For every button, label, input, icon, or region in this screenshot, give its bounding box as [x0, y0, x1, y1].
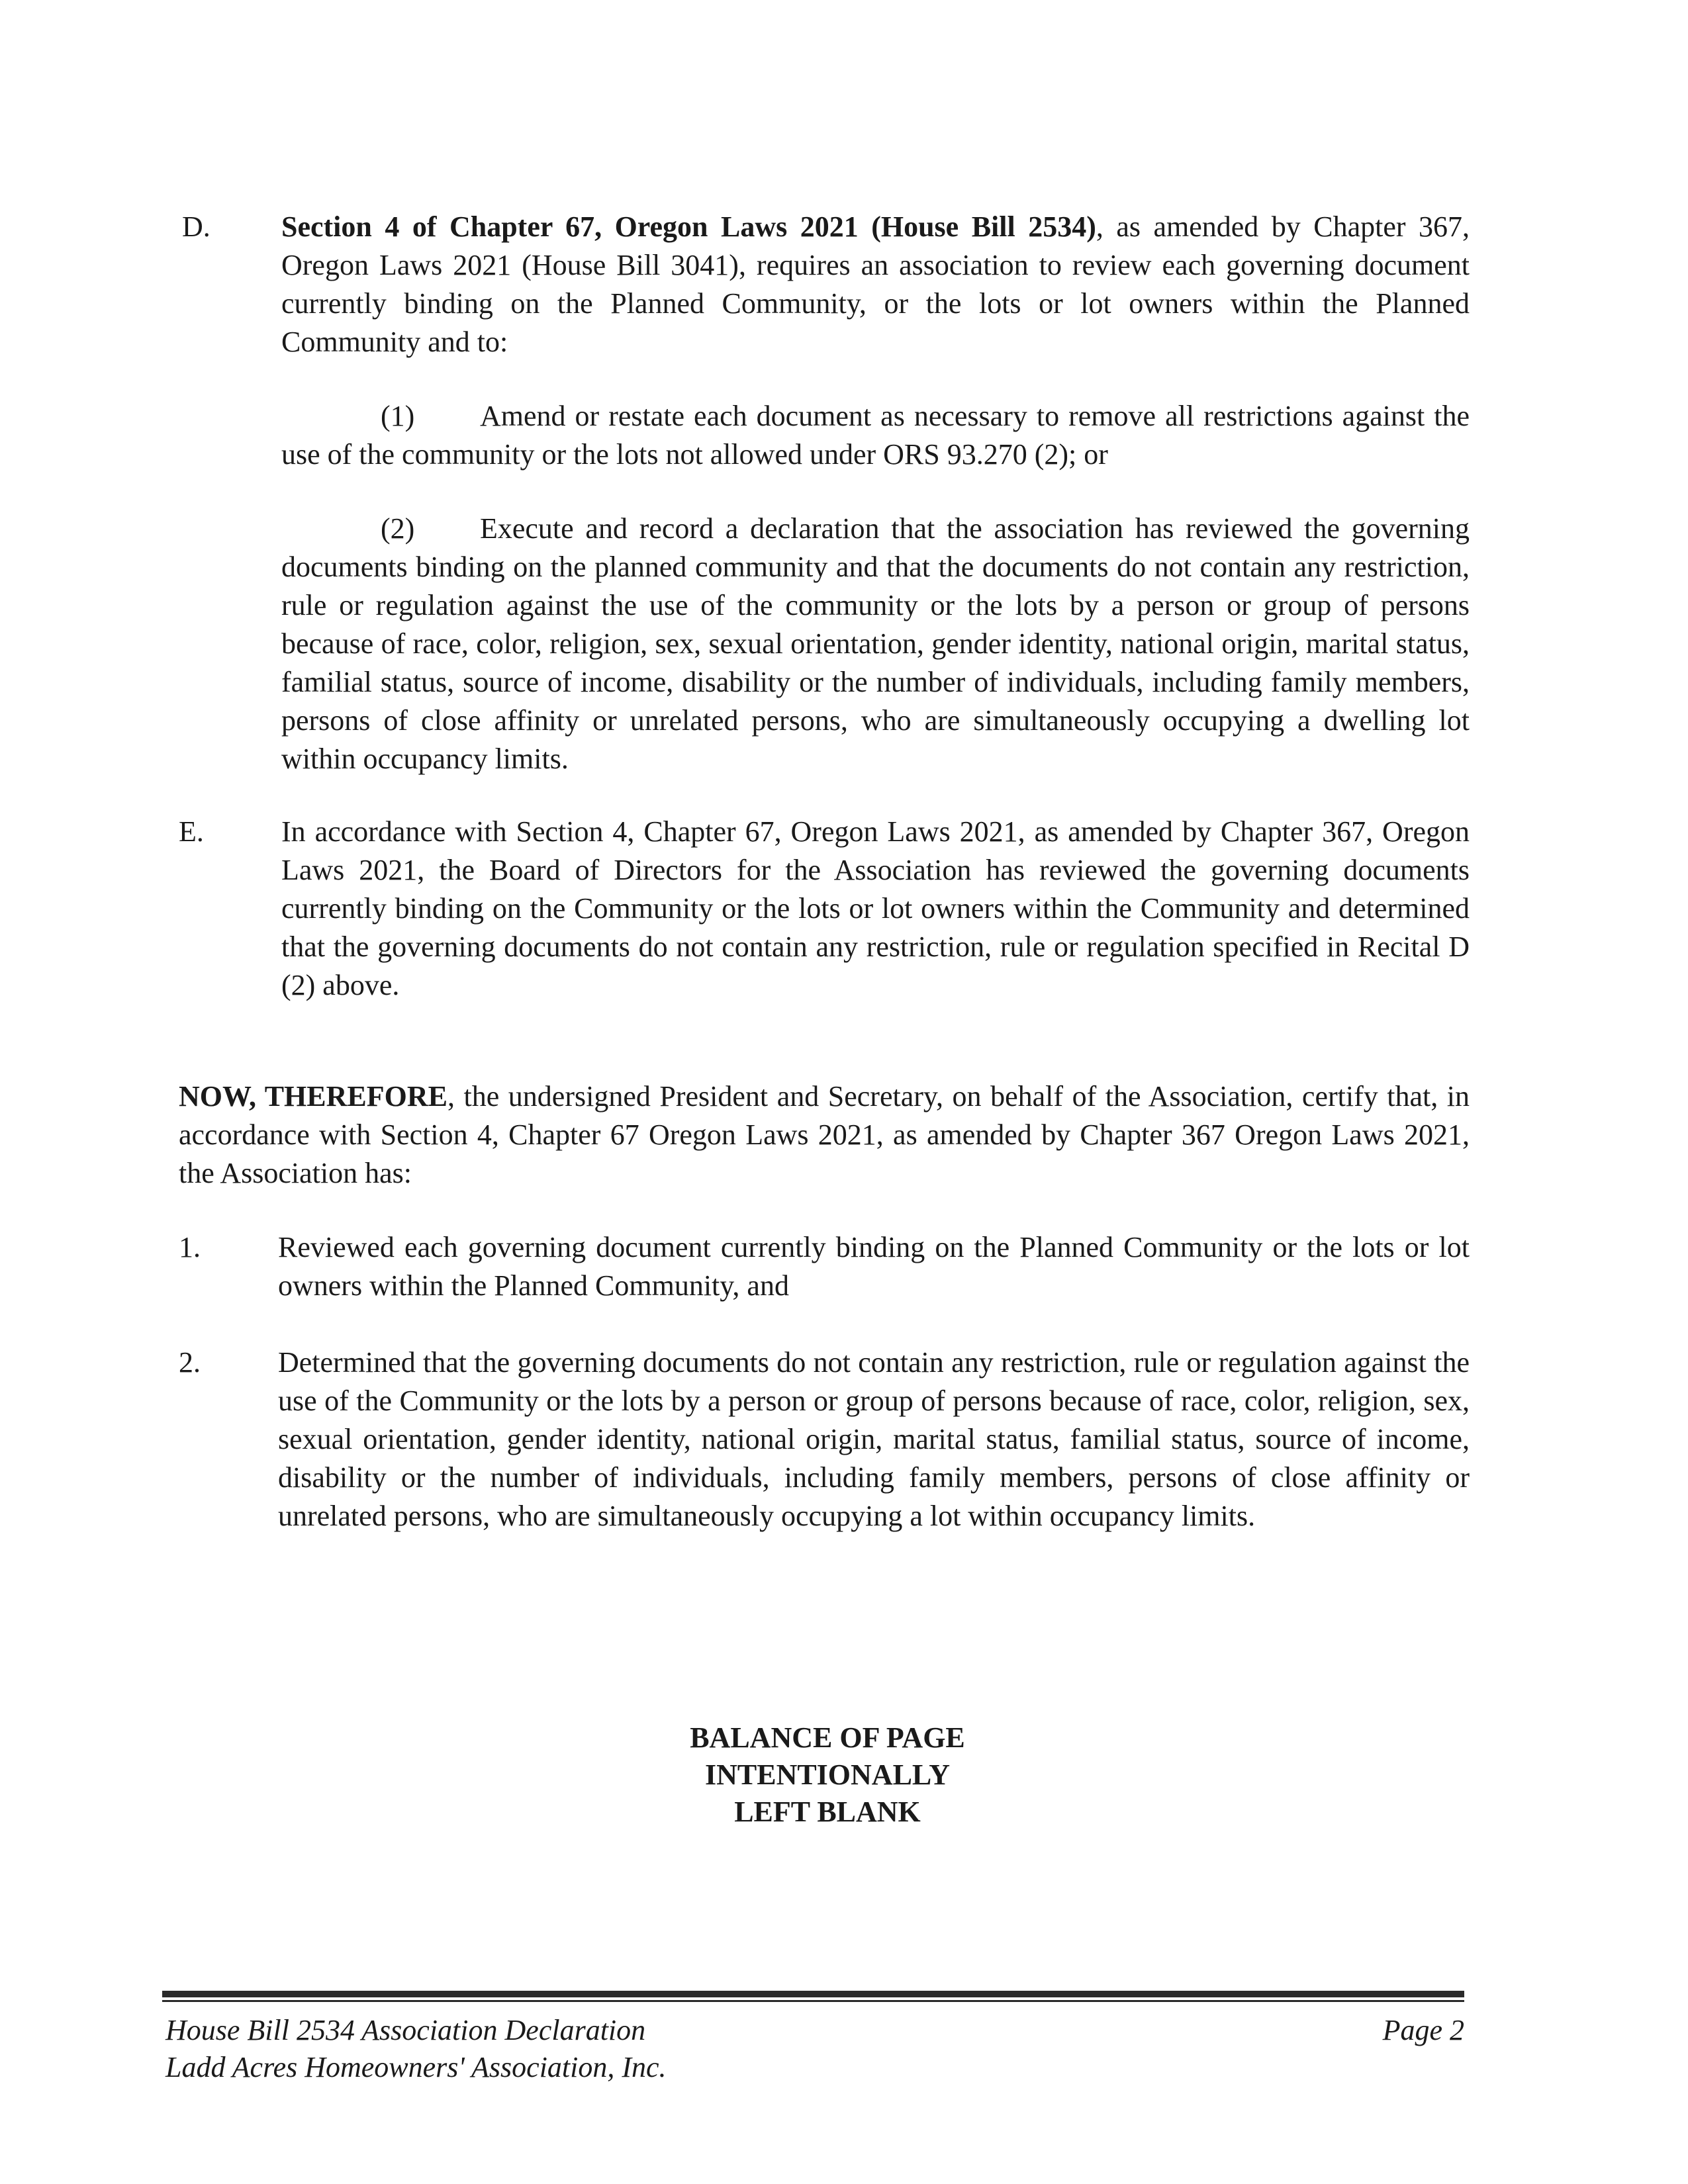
- recital-d-text: , as amended by Chapter 367, Oregon Laws 2021 (House Bill 3041), requires an association to review each governing document currently binding on the Planned Community, or the lots or lot owners within the Planned Community and to:: [281, 210, 1470, 358]
- item-2-text: Determined that the governing documents do not contain any restriction, rule or regulation against the use of the Community or the lots by a person or group of persons because of race, color, religion, sex, sexual orientation, gender identity, national origin, marital status, familial status, source of income, disability or the number of individuals, including family members, persons of close affinity or unrelated persons, who are simultaneously occupying a lot within occupancy limits.: [278, 1346, 1470, 1532]
- recital-d-sub2-text: Execute and record a declaration that the association has reviewed the governing documents binding on the planned community and that the documents do not contain any restriction, rule or regulation against the use of the community or the lots by a person or group of persons because of race, color, religion, sex, sexual orientation, gender identity, national origin, marital status, familial status, source of income, disability or the number of individuals, including family members, persons of close affinity or unrelated persons, who are simultaneously occupying a dwelling lot within occupancy limits.: [281, 512, 1470, 775]
- item-1-text: Reviewed each governing document currently binding on the Planned Community or the lots or lot owners within the Planned Community, and: [278, 1231, 1470, 1302]
- now-therefore-paragraph: [179, 1077, 1470, 1193]
- recital-d-sub2: [281, 510, 1470, 778]
- recital-e-marker: E.: [179, 815, 204, 848]
- balance-of-page-notice: [596, 1719, 1059, 1831]
- blank-notice-line-2: INTENTIONALLY: [704, 1758, 951, 1791]
- footer-title-line-2: Ladd Acres Homeowners' Association, Inc.: [165, 2051, 667, 2083]
- now-therefore-heading: NOW, THEREFORE: [179, 1080, 447, 1113]
- recital-d-sub1-marker: (1): [381, 400, 415, 432]
- recital-d-paragraph: [281, 208, 1470, 361]
- footer-rule-thick: [162, 1991, 1464, 1997]
- footer-page-number: Page 2: [1382, 2014, 1464, 2046]
- recital-d-heading: Section 4 of Chapter 67, Oregon Laws 2021 (House Bill 2534): [281, 210, 1096, 243]
- recital-e-paragraph: In accordance with Section 4, Chapter 67, Oregon Laws 2021, as amended by Chapter 367, Oregon Laws 2021, the Board of Directors for the Association has reviewed the governing documents currently binding on the Community or the lots or lot owners within the Community and determined that the governing documents do not contain any restriction, rule or regulation specified in Recital D (2) above.: [281, 815, 1470, 1001]
- item-1-marker: 1.: [179, 1231, 201, 1263]
- recital-d-sub1-text: Amend or restate each document as necessary to remove all restrictions against the use of the community or the lots not allowed under ORS 93.270 (2); or: [281, 400, 1470, 471]
- recital-d-sub1: [281, 397, 1470, 474]
- footer-rule-thin: [162, 2000, 1464, 2002]
- footer-title-line-1: House Bill 2534 Association Declaration: [165, 2014, 646, 2046]
- now-therefore-text: , the undersigned President and Secretary, on behalf of the Association, certify that, in accordance with Section 4, Chapter 67 Oregon Laws 2021, as amended by Chapter 367 Oregon Laws 2021, the Association has:: [179, 1080, 1470, 1189]
- blank-notice-line-1: BALANCE OF PAGE: [690, 1721, 965, 1754]
- recital-d-marker: D.: [182, 210, 211, 243]
- footer-document-title: [165, 2012, 667, 2086]
- item-2-marker: 2.: [179, 1346, 201, 1379]
- blank-notice-line-3: LEFT BLANK: [734, 1796, 921, 1828]
- recital-d-sub2-marker: (2): [381, 512, 415, 545]
